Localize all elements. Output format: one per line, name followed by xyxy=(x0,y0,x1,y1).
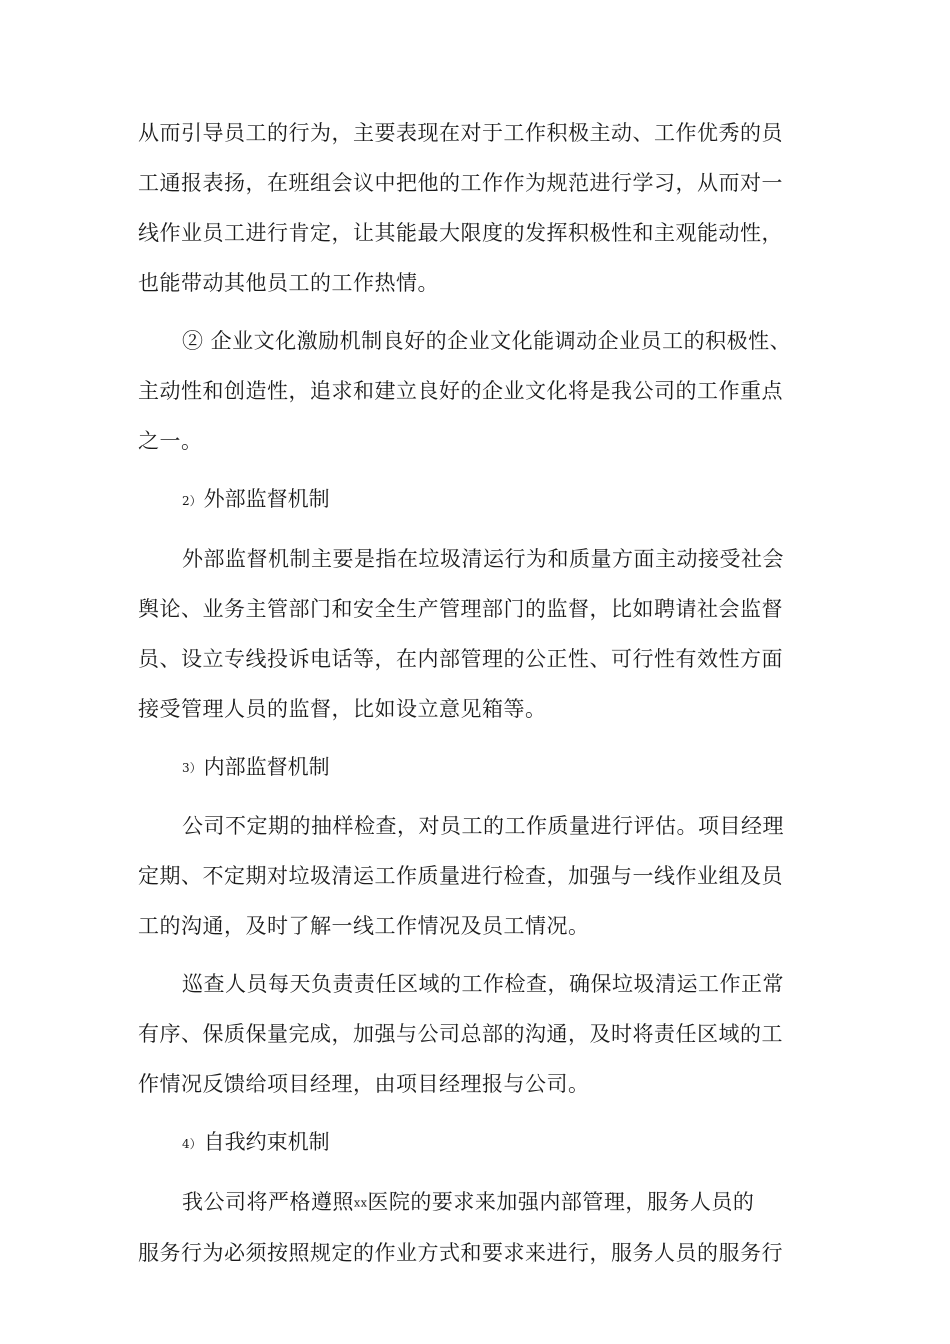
text-line: 工通报表扬，在班组会议中把他的工作作为规范进行学习，从而对一 xyxy=(138,171,783,195)
paragraph-external-supervision xyxy=(138,534,810,734)
paragraph-corporate-culture xyxy=(138,316,810,466)
text-line: 线作业员工进行肯定，让其能最大限度的发挥积极性和主观能动性， xyxy=(138,221,783,245)
heading-text: 内部监督机制 xyxy=(203,754,330,779)
text-line: 员、设立专线投诉电话等，在内部管理的公正性、可行性有效性方面 xyxy=(138,646,783,671)
paragraph-internal-supervision xyxy=(138,801,810,951)
paragraph-recognition xyxy=(138,108,810,308)
text-line: 服务行为必须按照规定的作业方式和要求来进行，服务人员的服务行 xyxy=(138,1241,783,1265)
text-line: 主动性和创造性，追求和建立良好的企业文化将是我公司的工作重点 xyxy=(138,379,783,403)
heading-number: 4） xyxy=(182,1136,202,1151)
heading-text: 自我约束机制 xyxy=(203,1130,330,1154)
text-line: 从而引导员工的行为，主要表现在对于工作积极主动、工作优秀的员 xyxy=(138,121,783,145)
heading-text: 外部监督机制 xyxy=(203,487,330,511)
text-line: 也能带动其他员工的工作热情。 xyxy=(138,271,439,295)
hospital-placeholder: xx xyxy=(354,1196,368,1209)
text-line: 外部监督机制主要是指在垃圾清运行为和质量方面主动接受社会 xyxy=(182,546,784,571)
text-line: 定期、不定期对垃圾清运工作质量进行检查，加强与一线作业组及员 xyxy=(138,864,783,888)
text-line: 有序、保质保量完成，加强与公司总部的沟通，及时将责任区域的工 xyxy=(138,1022,783,1046)
section-heading-internal-supervision xyxy=(138,742,810,794)
text-line: 公司不定期的抽样检查，对员工的工作质量进行评估。项目经理 xyxy=(182,814,784,838)
text-line xyxy=(138,1177,810,1229)
paragraph-inspection xyxy=(138,959,810,1109)
text-line: ② 企业文化激励机制良好的企业文化能调动企业员工的积极性、 xyxy=(182,329,792,353)
text-segment: 我公司将严格遵照 xyxy=(182,1189,354,1214)
section-heading-self-discipline xyxy=(138,1117,810,1169)
text-line: 作情况反馈给项目经理，由项目经理报与公司。 xyxy=(138,1072,590,1096)
text-line: 工的沟通，及时了解一线工作情况及员工情况。 xyxy=(138,914,590,938)
section-heading-external-supervision xyxy=(138,474,810,526)
heading-number: 2） xyxy=(182,493,202,508)
text-line: 舆论、业务主管部门和安全生产管理部门的监督，比如聘请社会监督 xyxy=(138,596,783,621)
paragraph-self-discipline xyxy=(138,1177,810,1279)
document-body xyxy=(138,108,810,1286)
text-line: 接受管理人员的监督，比如设立意见箱等。 xyxy=(138,696,547,721)
text-line: 之一。 xyxy=(138,429,203,453)
text-line: 巡查人员每天负责责任区域的工作检查，确保垃圾清运工作正常 xyxy=(182,972,784,996)
heading-number: 3） xyxy=(182,761,202,775)
text-segment: 医院的要求来加强内部管理，服务人员的 xyxy=(367,1189,755,1214)
